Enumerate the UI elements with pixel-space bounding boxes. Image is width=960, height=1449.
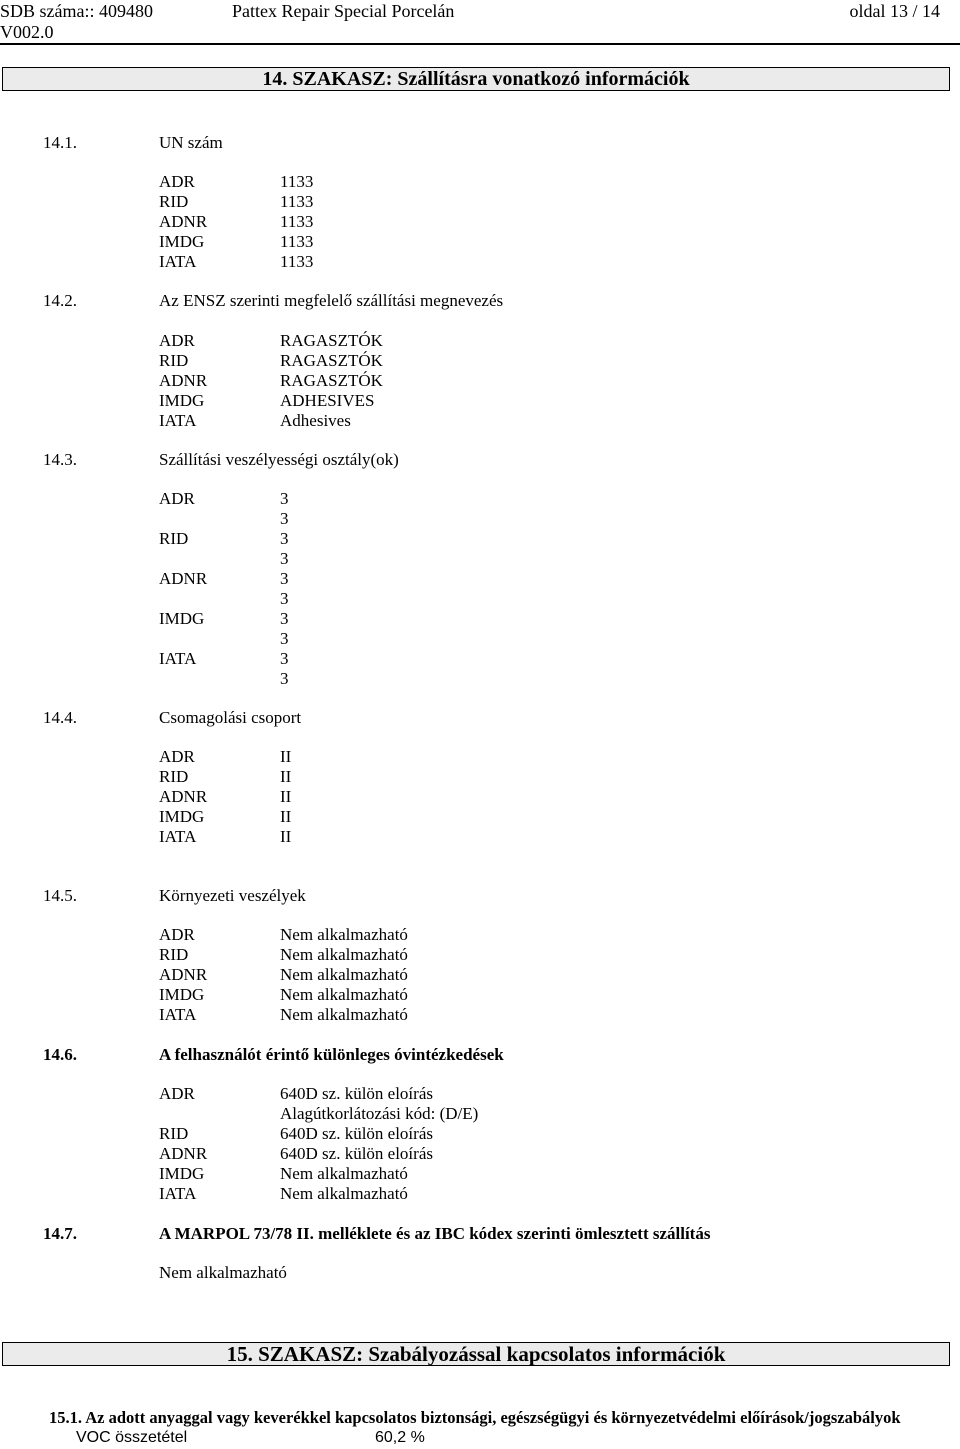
un-number-value: 1133 — [280, 172, 314, 191]
subsection-title: UN szám — [159, 133, 223, 152]
section-15-banner — [2, 1342, 950, 1366]
page-number: oldal 13 / 14 — [849, 1, 940, 21]
subsection-title: A MARPOL 73/78 II. melléklete és az IBC kódex szerinti ömlesztett szállítás — [159, 1224, 711, 1243]
packing-group-value: II — [280, 827, 292, 846]
transport-mode: ADR — [159, 172, 195, 191]
subsection-title: Csomagolási csoport — [159, 708, 302, 727]
hazard-class-value: 3 — [280, 549, 289, 568]
hazard-class-value: 3 — [280, 649, 289, 668]
subsection-title: Környezeti veszélyek — [159, 886, 306, 905]
packing-group-value: II — [280, 747, 292, 766]
sdb-number: SDB száma:: 409480 — [0, 1, 153, 21]
shipping-name-value: ADHESIVES — [280, 391, 375, 410]
hazard-class-value: 3 — [280, 609, 289, 628]
subsection-number: 14.1. — [43, 133, 77, 152]
un-number-value: 1133 — [280, 212, 314, 231]
hazard-class-value: 3 — [280, 589, 289, 608]
un-number-value: 1133 — [280, 232, 314, 251]
transport-mode: IMDG — [159, 1164, 205, 1183]
transport-mode: RID — [159, 351, 189, 370]
shipping-name-value: RAGASZTÓK — [280, 371, 383, 390]
bulk-transport-value: Nem alkalmazható — [159, 1263, 287, 1282]
un-number-value: 1133 — [280, 252, 314, 271]
subsection-number: 14.7. — [43, 1224, 77, 1243]
transport-mode: IATA — [159, 411, 197, 430]
environmental-hazard-value: Nem alkalmazható — [280, 1005, 408, 1024]
transport-mode: ADR — [159, 489, 195, 508]
hazard-class-value: 3 — [280, 529, 289, 548]
section-14-banner — [2, 67, 950, 91]
transport-mode: ADNR — [159, 965, 208, 984]
special-precaution-value: 640D sz. külön eloírás — [280, 1144, 433, 1163]
section-15-title: 15. SZAKASZ: Szabályozással kapcsolatos információk — [226, 1342, 726, 1366]
shipping-name-value: Adhesives — [280, 411, 351, 430]
header-rule — [0, 43, 960, 45]
transport-mode: RID — [159, 1124, 189, 1143]
transport-mode: ADR — [159, 747, 195, 766]
subsection-title: A felhasználót érintő különleges óvintézkedések — [159, 1045, 504, 1064]
transport-mode: ADNR — [159, 212, 208, 231]
version-label: V002.0 — [0, 22, 54, 42]
transport-mode: IMDG — [159, 985, 205, 1004]
hazard-class-value: 3 — [280, 669, 289, 688]
hazard-class-value: 3 — [280, 569, 289, 588]
subsection-title: Szállítási veszélyességi osztály(ok) — [159, 450, 399, 469]
special-precaution-value: Nem alkalmazható — [280, 1184, 408, 1203]
packing-group-value: II — [280, 807, 292, 826]
section-14-title: 14. SZAKASZ: Szállításra vonatkozó információk — [262, 68, 690, 90]
hazard-class-value: 3 — [280, 629, 289, 648]
transport-mode: ADNR — [159, 1144, 208, 1163]
packing-group-value: II — [280, 787, 292, 806]
transport-mode: IATA — [159, 1184, 197, 1203]
environmental-hazard-value: Nem alkalmazható — [280, 965, 408, 984]
transport-mode: ADR — [159, 1084, 195, 1103]
product-name: Pattex Repair Special Porcelán — [232, 1, 455, 21]
transport-mode: IATA — [159, 1005, 197, 1024]
environmental-hazard-value: Nem alkalmazható — [280, 985, 408, 1004]
subsection-number: 14.6. — [43, 1045, 77, 1064]
subsection-number: 14.3. — [43, 450, 77, 469]
subsection-number: 14.2. — [43, 291, 77, 310]
packing-group-value: II — [280, 767, 292, 786]
shipping-name-value: RAGASZTÓK — [280, 351, 383, 370]
transport-mode: RID — [159, 945, 189, 964]
special-precaution-value: Nem alkalmazható — [280, 1164, 408, 1183]
transport-mode: ADNR — [159, 569, 208, 588]
hazard-class-value: 3 — [280, 489, 289, 508]
voc-label: VOC összetétel — [76, 1429, 188, 1446]
transport-mode: RID — [159, 192, 189, 211]
transport-mode: ADR — [159, 925, 195, 944]
un-number-value: 1133 — [280, 192, 314, 211]
environmental-hazard-value: Nem alkalmazható — [280, 925, 408, 944]
subsection-number: 14.5. — [43, 886, 77, 905]
transport-mode: RID — [159, 767, 189, 786]
transport-mode: ADNR — [159, 787, 208, 806]
transport-mode: IMDG — [159, 609, 205, 628]
tunnel-restriction-value: Alagútkorlátozási kód: (D/E) — [280, 1104, 479, 1123]
transport-mode: RID — [159, 529, 189, 548]
transport-mode: IMDG — [159, 807, 205, 826]
environmental-hazard-value: Nem alkalmazható — [280, 945, 408, 964]
transport-mode: IMDG — [159, 232, 205, 251]
transport-mode: IATA — [159, 827, 197, 846]
transport-mode: IATA — [159, 252, 197, 271]
subsection-title: Az ENSZ szerinti megfelelő szállítási megnevezés — [159, 291, 504, 310]
transport-mode: ADR — [159, 331, 195, 350]
shipping-name-value: RAGASZTÓK — [280, 331, 383, 350]
subsection-number: 14.4. — [43, 708, 77, 727]
transport-mode: IATA — [159, 649, 197, 668]
transport-mode: IMDG — [159, 391, 205, 410]
voc-value: 60,2 % — [375, 1429, 425, 1446]
hazard-class-value: 3 — [280, 509, 289, 528]
special-precaution-value: 640D sz. külön eloírás — [280, 1084, 433, 1103]
transport-mode: ADNR — [159, 371, 208, 390]
special-precaution-value: 640D sz. külön eloírás — [280, 1124, 433, 1143]
subsection-15-1-heading: 15.1. Az adott anyaggal vagy keverékkel kapcsolatos biztonsági, egészségügyi és környezetvédelmi előírások/jogszabályok — [49, 1408, 901, 1427]
